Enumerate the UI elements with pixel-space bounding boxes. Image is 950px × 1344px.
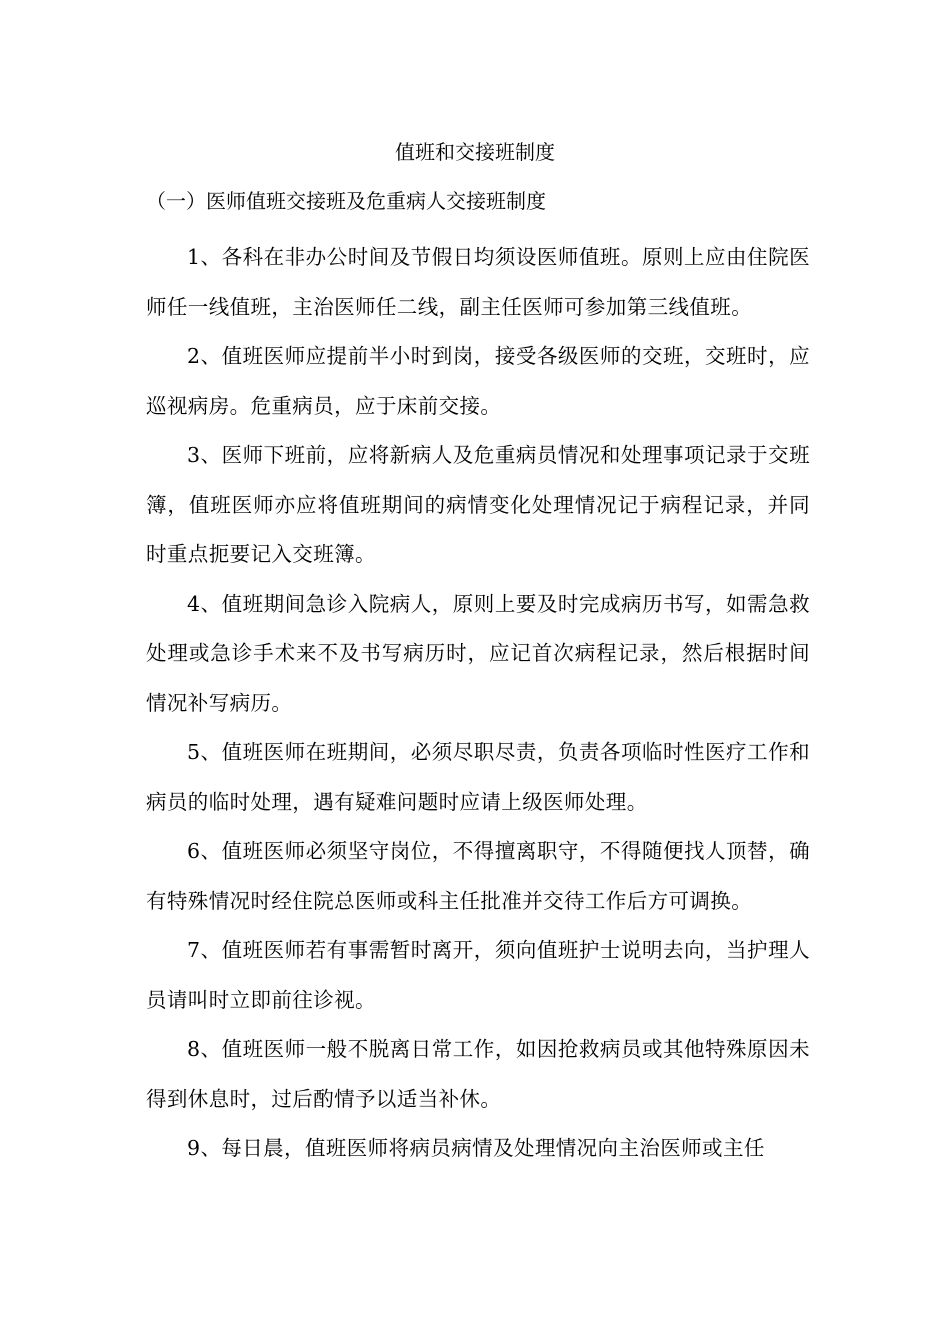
section-heading: （一）医师值班交接班及危重病人交接班制度 (146, 189, 546, 213)
paragraph-8: 8、值班医师一般不脱离日常工作，如因抢救病员或其他特殊原因未得到休息时，过后酌情予以适当补休。 (146, 1037, 810, 1111)
paragraph-4: 4、值班期间急诊入院病人，原则上要及时完成病历书写，如需急救处理或急诊手术来不及书写病历时，应记首次病程记录，然后根据时间情况补写病历。 (146, 591, 810, 715)
document-body (146, 233, 810, 1174)
paragraph-3: 3、医师下班前，应将新病人及危重病员情况和处理事项记录于交班簿，值班医师亦应将值班期间的病情变化处理情况记于病程记录，并同时重点扼要记入交班簿。 (146, 443, 810, 566)
paragraph-1: 1、各科在非办公时间及节假日均须设医师值班。原则上应由住院医师任一线值班，主治医师任二线，副主任医师可参加第三线值班。 (146, 245, 810, 319)
paragraph-2: 2、值班医师应提前半小时到岗，接受各级医师的交班，交班时，应巡视病房。危重病员，应于床前交接。 (146, 344, 810, 418)
paragraph-6: 6、值班医师必须坚守岗位，不得擅离职守，不得随便找人顶替，确有特殊情况时经住院总医师或科主任批准并交待工作后方可调换。 (146, 839, 810, 913)
paragraph-7: 7、值班医师若有事需暂时离开，须向值班护士说明去向，当护理人员请叫时立即前往诊视。 (146, 938, 810, 1012)
paragraph-9: 9、每日晨，值班医师将病员病情及处理情况向主治医师或主任 (187, 1136, 765, 1160)
paragraph-5: 5、值班医师在班期间，必须尽职尽责，负责各项临时性医疗工作和病员的临时处理，遇有疑难问题时应请上级医师处理。 (146, 740, 810, 814)
document-title: 值班和交接班制度 (395, 140, 555, 164)
